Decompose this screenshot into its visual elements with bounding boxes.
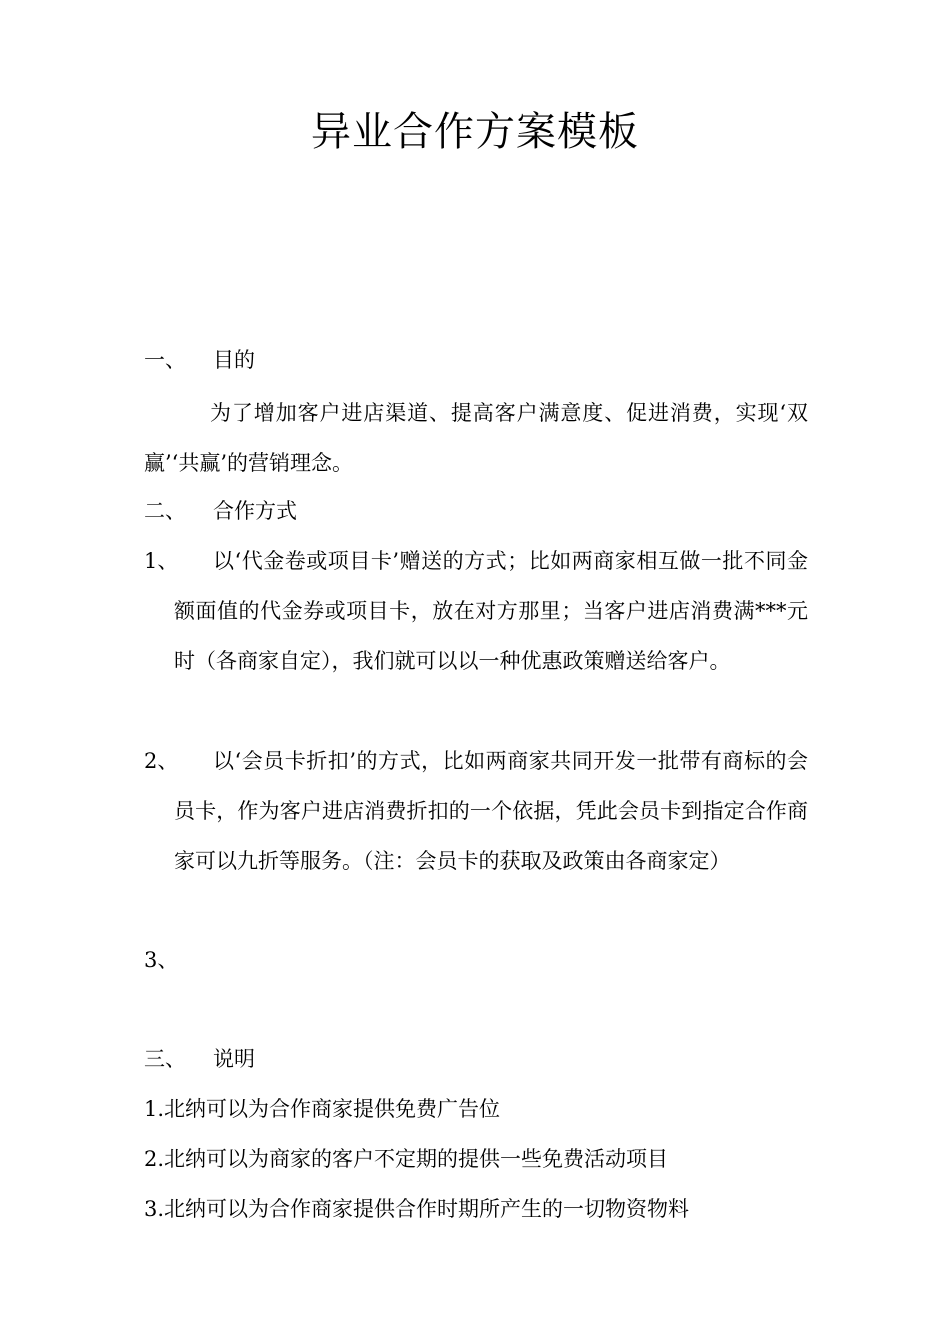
note-line: 2.北纳可以为商家的客户不定期的提供一些免费活动项目 [144, 1147, 669, 1171]
note-line: 1.北纳可以为合作商家提供免费广告位 [144, 1097, 501, 1121]
list-item [144, 736, 808, 886]
section-heading-purpose [144, 335, 808, 385]
section-heading-text: 合作方式 [213, 499, 297, 523]
section-heading-text: 目的 [213, 348, 255, 372]
list-item [144, 536, 808, 686]
section-number: 三、 [144, 1047, 186, 1071]
section-number: 一、 [144, 348, 186, 372]
list-item-number: 2、 [144, 749, 179, 773]
list-item-text: 以‘代金卷或项目卡’赠送的方式；比如两商家相互做一批不同金额面值的代金券或项目卡，放在对方那里；当客户进店消费满***元时（各商家自定），我们就可以以一种优惠政策赠送给客户。 [174, 549, 808, 673]
list-item-number: 3、 [144, 948, 179, 972]
list-item-text: 以‘会员卡折扣’的方式，比如两商家共同开发一批带有商标的会员卡，作为客户进店消费折扣的一个依据，凭此会员卡到指定合作商家可以九折等服务。（注：会员卡的获取及政策由各商家定） [174, 749, 808, 873]
section-number: 二、 [144, 499, 186, 523]
note-line: 3.北纳可以为合作商家提供合作时期所产生的一切物资物料 [144, 1197, 690, 1221]
purpose-paragraph: 为了增加客户进店渠道、提高客户满意度、促进消费，实现‘双赢’‘共赢’的营销理念。 [144, 401, 808, 475]
section-heading-cooperation [144, 486, 808, 536]
document-title: 异业合作方案模板 [311, 109, 639, 155]
list-item-number: 1、 [144, 549, 179, 573]
section-heading-notes [144, 1034, 808, 1084]
section-heading-text: 说明 [213, 1047, 255, 1071]
